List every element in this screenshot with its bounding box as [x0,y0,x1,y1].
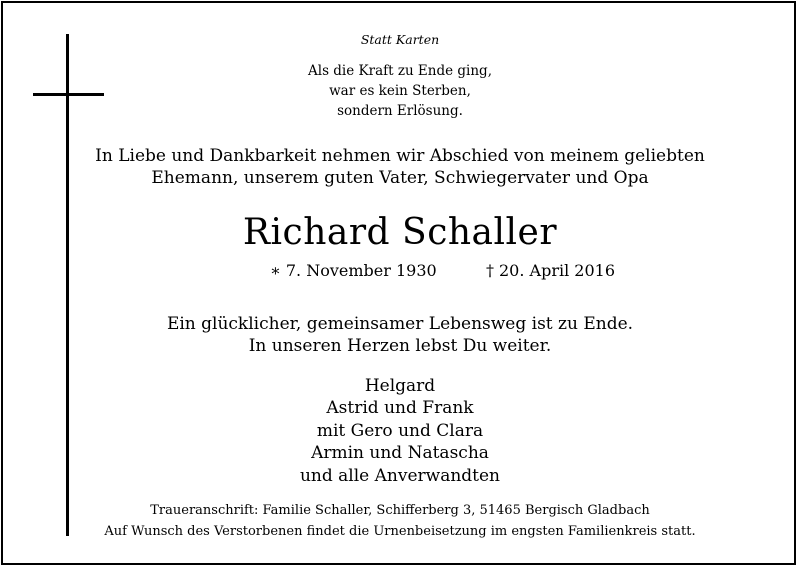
farewell-line-2: Ehemann, unserem guten Vater, Schwiegervater und Opa [151,168,649,188]
family-member-3: mit Gero und Clara [316,421,484,441]
closing-line-2: In unseren Herzen lebst Du weiter. [248,336,552,356]
death-date: 20. April 2016 [499,261,616,280]
birth-date-group [270,260,437,282]
death-date-group [486,260,615,282]
verse-line-3: sondern Erlösung. [337,103,463,119]
farewell-line-1: In Liebe und Dankbarkeit nehmen wir Abschied von meinem geliebten [95,146,705,166]
birth-date: 7. November 1930 [285,261,437,280]
birth-star-icon: ∗ [270,261,281,280]
death-dagger-icon: † [486,261,494,280]
family-member-1: Helgard [364,376,436,396]
family-member-5: und alle Anverwandten [299,466,501,486]
verse-line-2: war es kein Sterben, [329,83,471,99]
mourning-address: Traueranschrift: Familie Schaller, Schifferberg 3, 51465 Bergisch Gladbach [150,503,650,518]
family-member-4: Armin und Natascha [311,443,489,463]
closing-line-1: Ein glücklicher, gemeinsamer Lebensweg ist zu Ende. [166,314,634,334]
deceased-name: Richard Schaller [242,212,558,253]
burial-note: Auf Wunsch des Verstorbenen findet die Urnenbeisetzung im engsten Familienkreis statt. [104,524,696,539]
intro-text: Statt Karten [360,32,440,47]
verse-line-1: Als die Kraft zu Ende ging, [308,63,492,79]
family-member-2: Astrid und Frank [326,398,474,418]
